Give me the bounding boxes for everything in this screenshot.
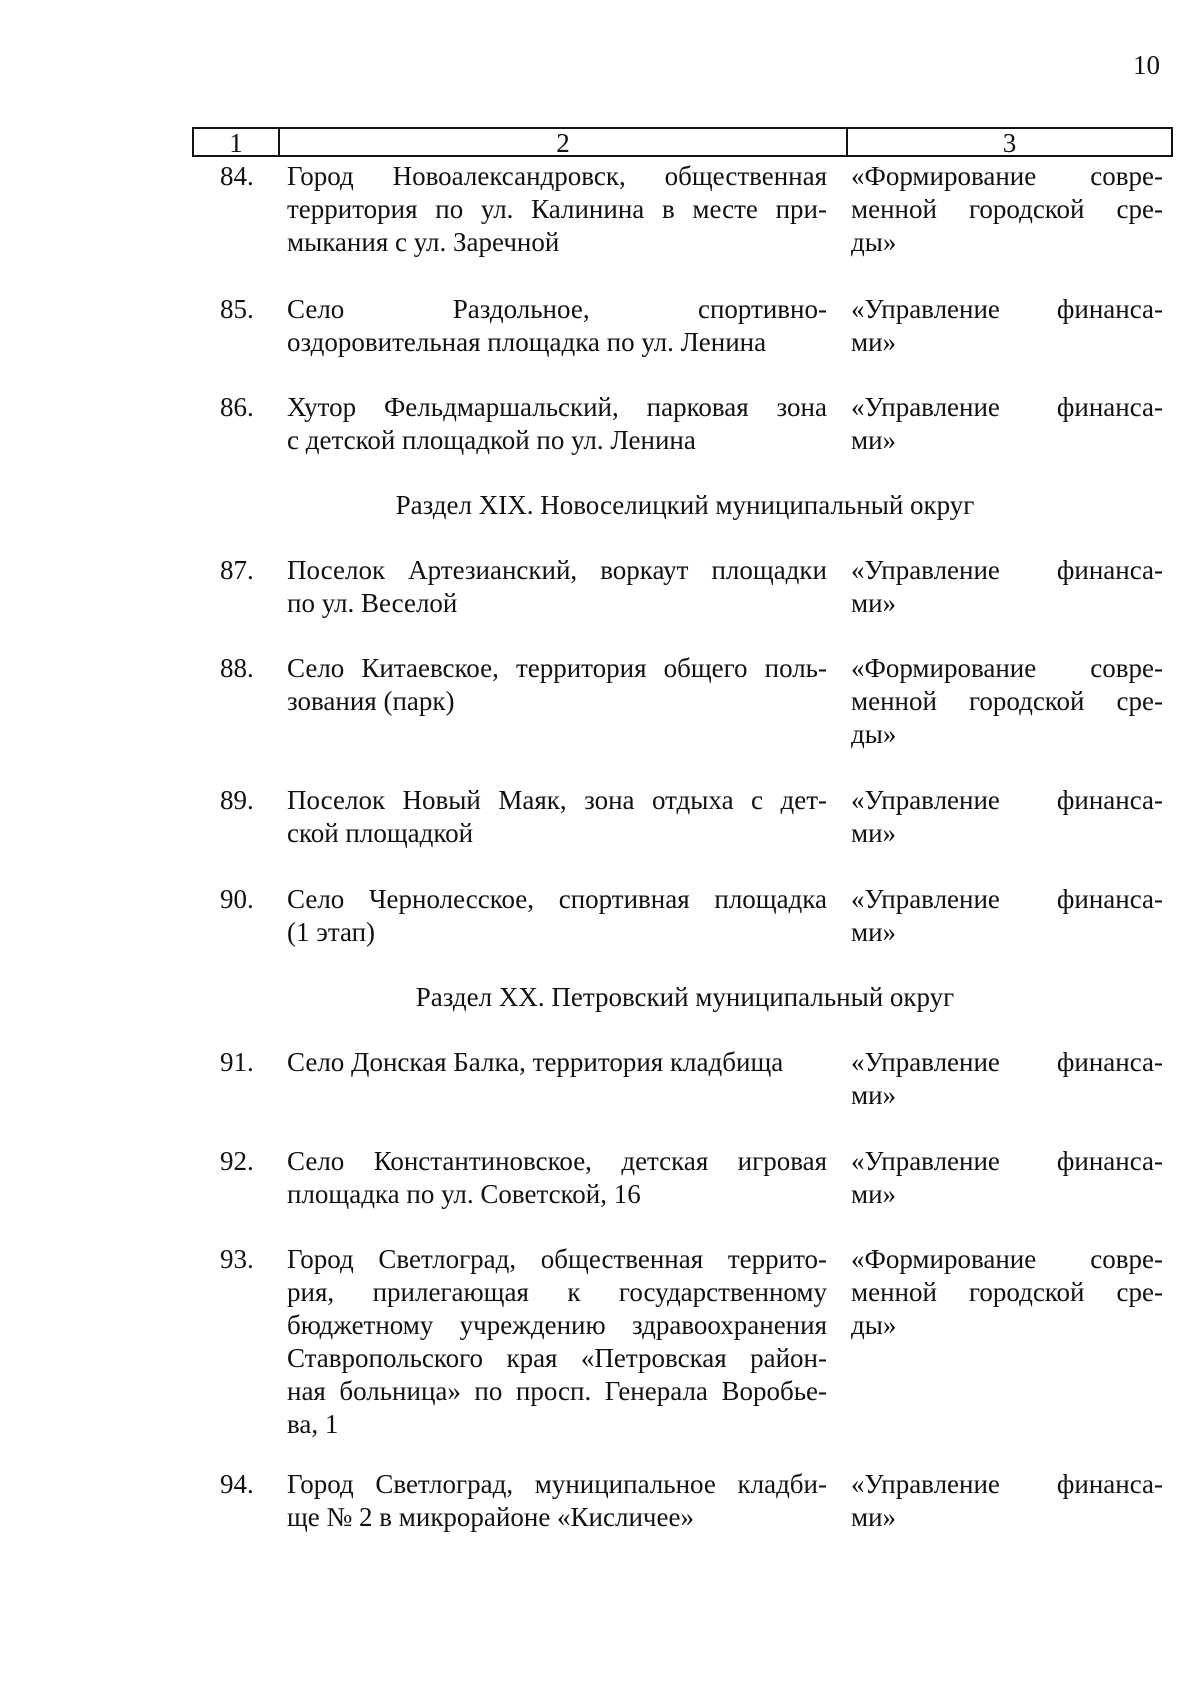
section-title: Раздел XIX. Новоселицкий муниципальный округ [395, 490, 975, 520]
row-number: 86. [220, 392, 254, 422]
header-col-1: 1 [194, 129, 280, 155]
row-number: 88. [220, 653, 254, 683]
row-program: «Формирование совре- менной городской сре- ды» [851, 1244, 1163, 1340]
row-description: Село Константиновское, детская игровая площадка по ул. Советской, 16 [287, 1146, 827, 1209]
header-col-3: 3 [1002, 128, 1017, 158]
row-program: «Управление финанса- ми» [851, 884, 1163, 947]
row-program: «Управление финанса- ми» [851, 785, 1163, 848]
row-program: «Формирование совре- менной городской сре- ды» [851, 161, 1163, 257]
row-number: 92. [220, 1146, 254, 1176]
row-number: 93. [220, 1244, 254, 1274]
row-description: Село Раздольное, спортивно- оздоровительная площадка по ул. Ленина [287, 294, 827, 357]
row-number: 87. [220, 555, 254, 585]
row-number: 91. [220, 1047, 254, 1077]
row-number: 90. [220, 884, 254, 914]
row-description: Город Светлоград, общественная террито- рия, прилегающая к государственному бюджетному учреждению здравоохранения Ставропольского края «Петровская район- ная больница» по просп. Генерала Воробье- ва, 1 [287, 1244, 827, 1439]
row-program: «Управление финанса- ми» [851, 555, 1163, 618]
row-description: Город Светлоград, муниципальное кладби- ще № 2 в микрорайоне «Кисличее» [287, 1469, 827, 1532]
row-program: «Управление финанса- ми» [851, 294, 1163, 357]
row-number: 94. [220, 1469, 254, 1499]
row-program: «Управление финанса- ми» [851, 1047, 1163, 1110]
row-description: Село Донская Балка, территория кладбища [287, 1047, 784, 1077]
row-description: Город Новоалександровск, общественная территория по ул. Калинина в месте при- мыкания с ул. Заречной [287, 161, 827, 257]
row-number: 85. [220, 294, 254, 324]
section-title: Раздел XX. Петровский муниципальный округ [415, 982, 955, 1012]
row-program: «Управление финанса- ми» [851, 1146, 1163, 1209]
row-program: «Формирование совре- менной городской сре- ды» [851, 653, 1163, 749]
row-number: 89. [220, 785, 254, 815]
row-description: Поселок Новый Маяк, зона отдыха с дет- ской площадкой [287, 785, 827, 848]
row-number: 84. [220, 161, 254, 191]
table-header [192, 127, 1173, 157]
page-number: 10 [1133, 50, 1160, 80]
row-description: Хутор Фельдмаршальский, парковая зона с детской площадкой по ул. Ленина [287, 392, 827, 455]
row-program: «Управление финанса- ми» [851, 1469, 1163, 1532]
row-description: Поселок Артезианский, воркаут площадки по ул. Веселой [287, 555, 827, 618]
row-program: «Управление финанса- ми» [851, 392, 1163, 455]
row-description: Село Чернолесское, спортивная площадка (1 этап) [287, 884, 827, 947]
header-col-2: 2 [280, 129, 848, 155]
row-description: Село Китаевское, территория общего поль- зования (парк) [287, 653, 827, 716]
